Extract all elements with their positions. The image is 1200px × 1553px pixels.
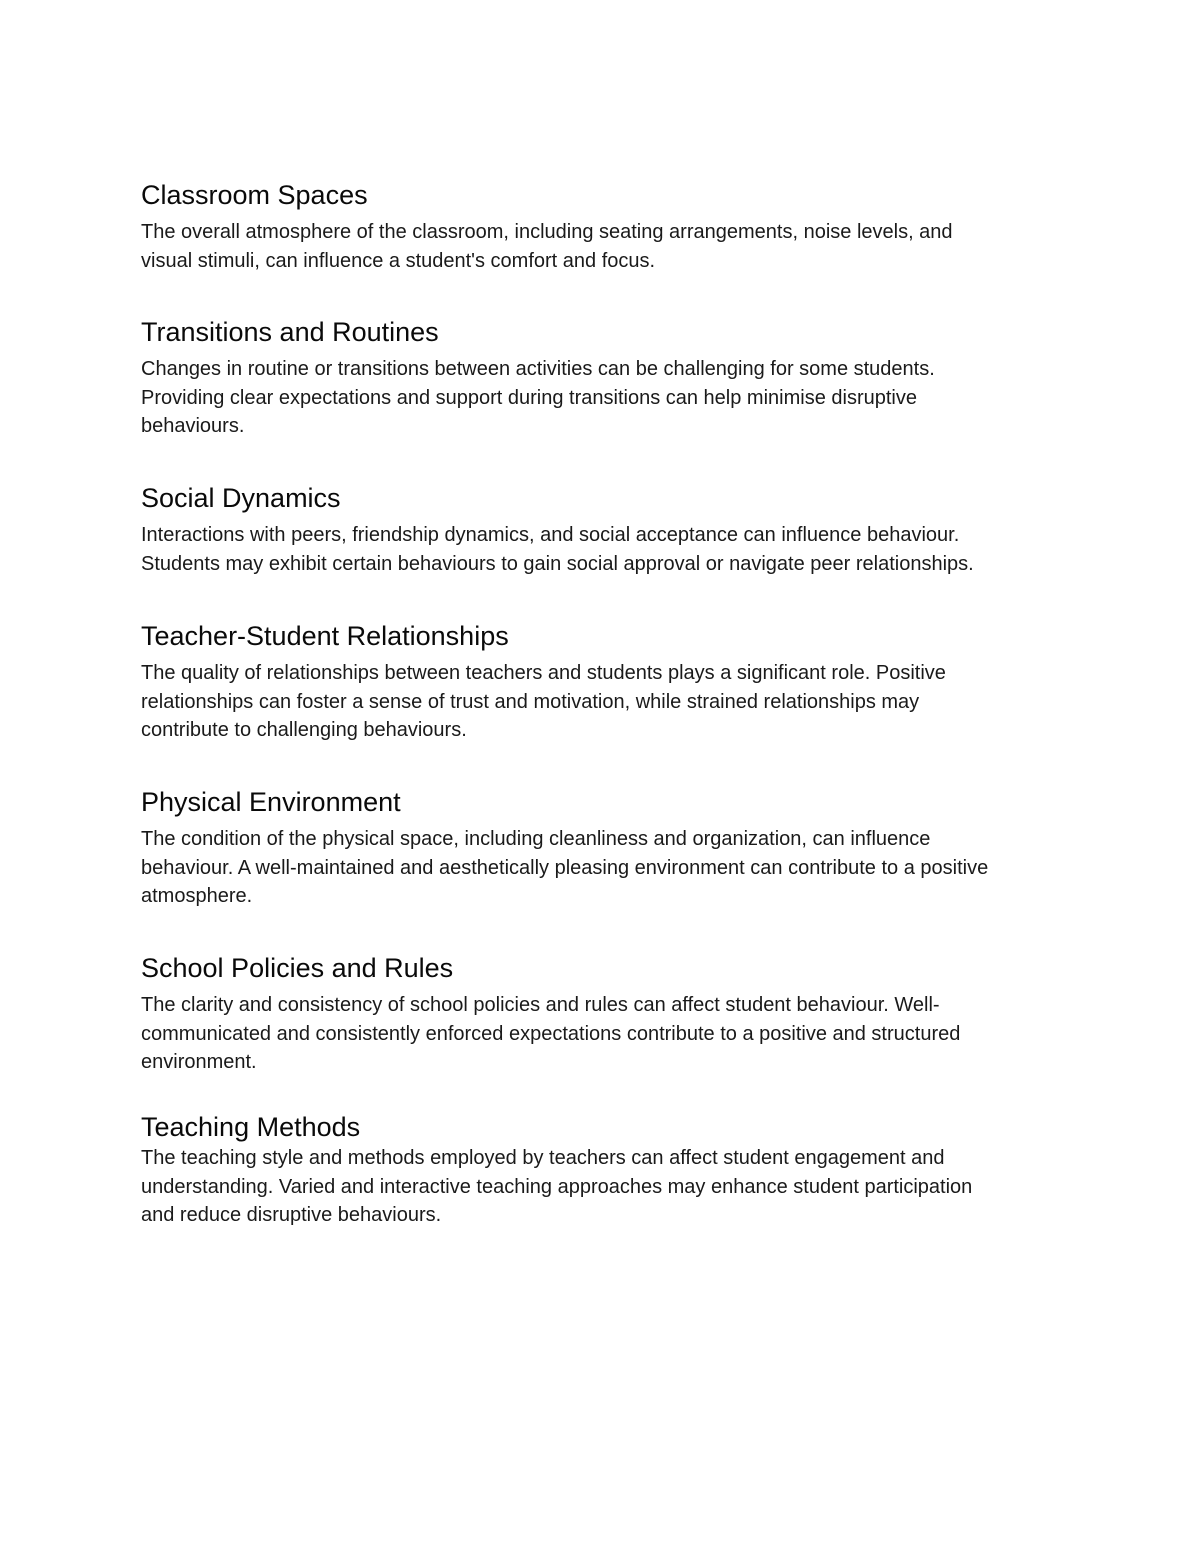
body-line: behaviour. A well-maintained and aesthetically pleasing environment can contribute to a positive bbox=[141, 856, 989, 879]
section-heading: Teaching Methods bbox=[141, 1112, 361, 1142]
body-line: behaviours. bbox=[141, 415, 245, 437]
section-social-dynamics bbox=[141, 481, 1071, 578]
body-line: The quality of relationships between teachers and students plays a significant role. Positive bbox=[141, 662, 946, 684]
body-line: The teaching style and methods employed by teachers can affect student engagement and bbox=[141, 1147, 945, 1169]
section-body bbox=[141, 659, 1071, 745]
body-line: relationships can foster a sense of trust and motivation, while strained relationships may bbox=[141, 690, 920, 713]
body-line: visual stimuli, can influence a student's comfort and focus. bbox=[141, 249, 656, 272]
section-body bbox=[141, 825, 1071, 911]
body-line: Providing clear expectations and support during transitions can help minimise disruptive bbox=[141, 386, 917, 409]
body-line: contribute to challenging behaviours. bbox=[141, 719, 467, 741]
section-teacher-student-relationships bbox=[141, 619, 1071, 745]
body-line: The condition of the physical space, including cleanliness and organization, can influence bbox=[141, 828, 931, 850]
body-line: and reduce disruptive behaviours. bbox=[141, 1204, 442, 1226]
section-body bbox=[141, 218, 1071, 275]
body-line: Students may exhibit certain behaviours to gain social approval or navigate peer relationships. bbox=[141, 552, 974, 575]
section-classroom-spaces bbox=[141, 178, 1071, 275]
body-line: understanding. Varied and interactive teaching approaches may enhance student participation bbox=[141, 1175, 973, 1198]
body-line: The clarity and consistency of school policies and rules can affect student behaviour. Well- bbox=[141, 994, 940, 1016]
section-body bbox=[141, 521, 1071, 578]
section-body bbox=[141, 1144, 1071, 1230]
section-school-policies-and-rules bbox=[141, 951, 1071, 1077]
section-teaching-methods bbox=[141, 1110, 1071, 1230]
body-line: environment. bbox=[141, 1051, 257, 1073]
section-heading: School Policies and Rules bbox=[141, 953, 454, 983]
body-line: atmosphere. bbox=[141, 885, 253, 907]
body-line: Interactions with peers, friendship dynamics, and social acceptance can influence behaviour. bbox=[141, 524, 960, 546]
section-heading: Transitions and Routines bbox=[141, 317, 439, 347]
section-transitions-and-routines bbox=[141, 315, 1071, 441]
section-body bbox=[141, 991, 1071, 1077]
body-line: Changes in routine or transitions between activities can be challenging for some students. bbox=[141, 358, 935, 380]
section-body bbox=[141, 355, 1071, 441]
section-physical-environment bbox=[141, 785, 1071, 911]
section-heading: Social Dynamics bbox=[141, 483, 341, 513]
section-heading: Classroom Spaces bbox=[141, 180, 368, 210]
body-line: The overall atmosphere of the classroom, including seating arrangements, noise levels, and bbox=[141, 221, 953, 243]
section-heading: Physical Environment bbox=[141, 787, 401, 817]
section-heading: Teacher-Student Relationships bbox=[141, 621, 509, 651]
body-line: communicated and consistently enforced expectations contribute to a positive and structured bbox=[141, 1022, 961, 1045]
